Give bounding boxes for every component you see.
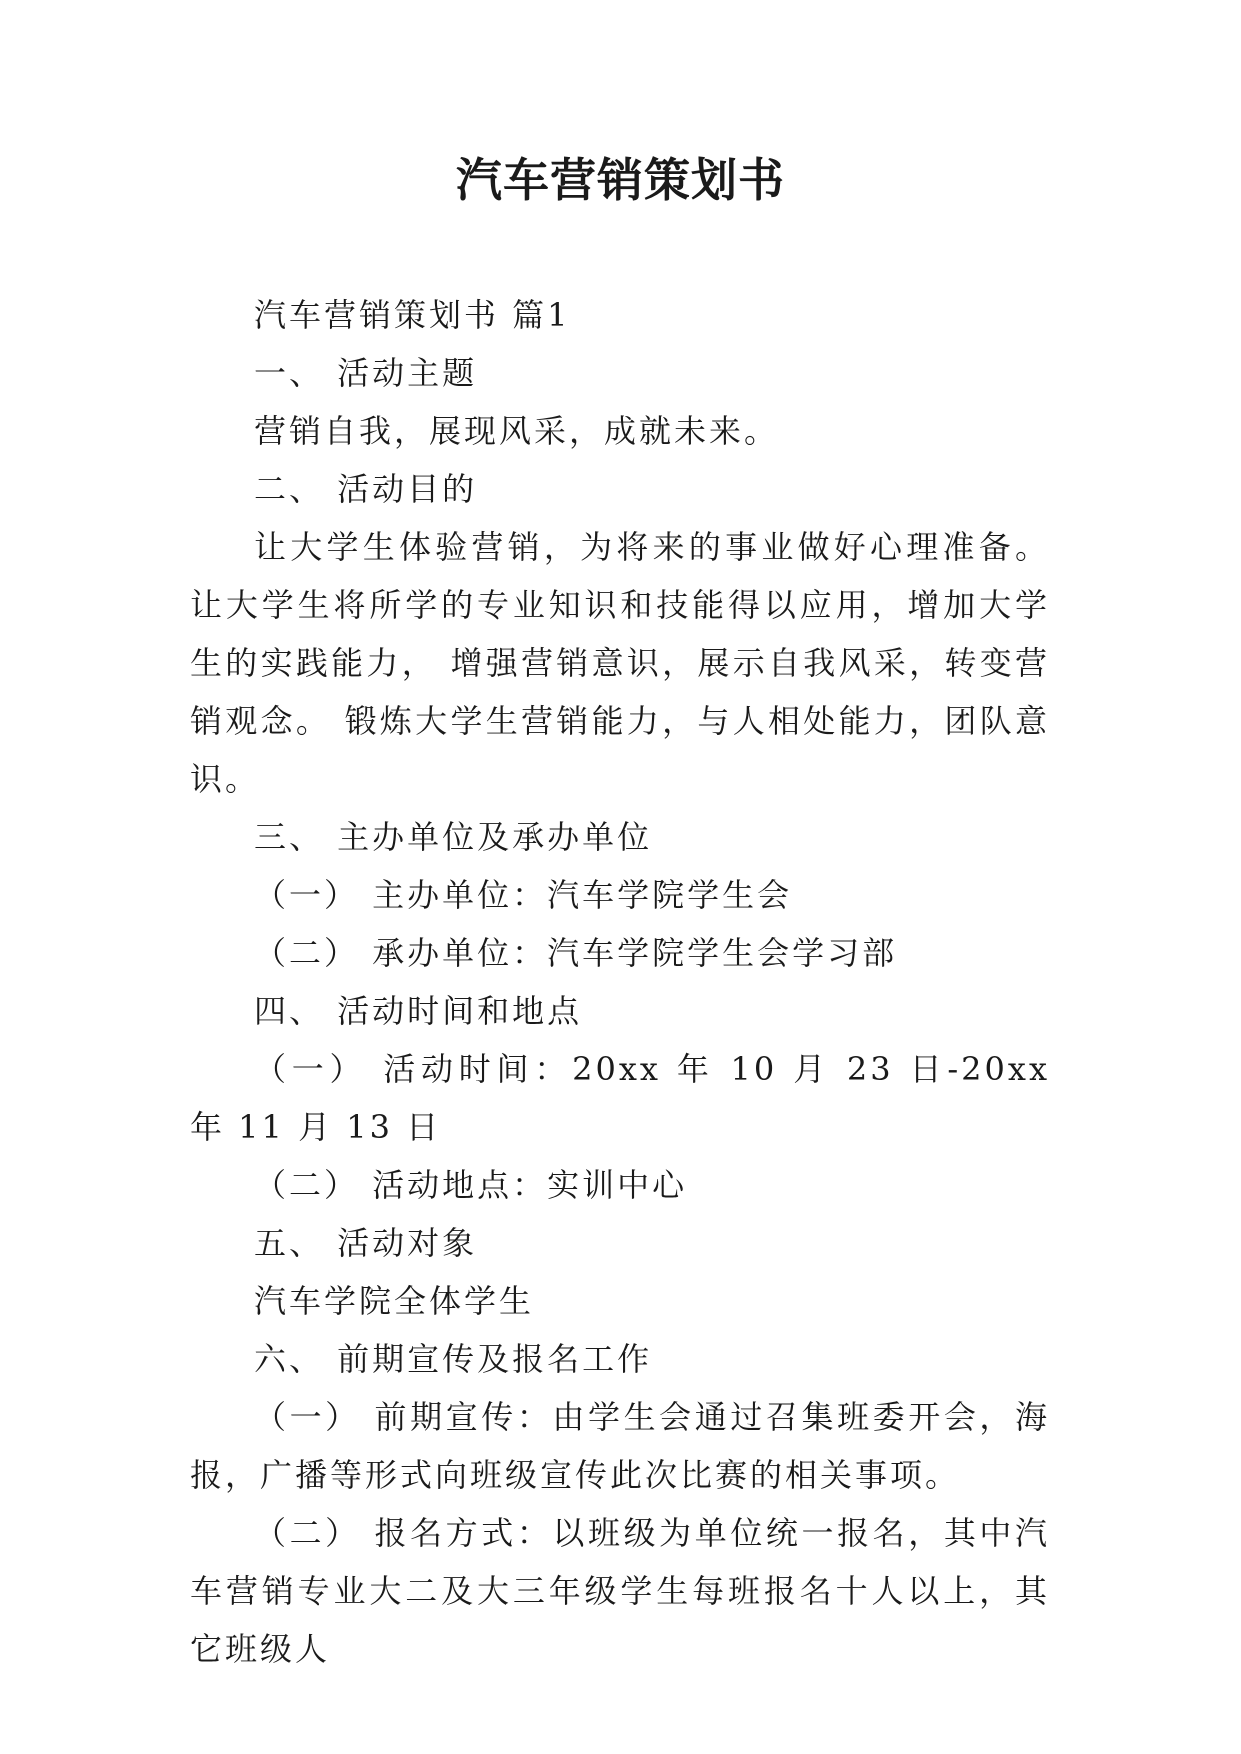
- paragraph: 六、 前期宣传及报名工作: [254, 1340, 653, 1378]
- paragraph: 汽车学院全体学生: [254, 1282, 535, 1320]
- paragraph: （二） 报名方式：以班级为单位统一报名，其中汽车营销专业大二及大三年级学生每班报名十人以上，其它班级人: [190, 1514, 1050, 1668]
- paragraph: 让大学生体验营销，为将来的事业做好心理准备。让大学生将所学的专业知识和技能得以应用，增加大学生的实践能力， 增强营销意识，展示自我风采，转变营销观念。 锻炼大学生营销能力，与人相处能力，团队意识。: [190, 528, 1050, 798]
- paragraph: 汽车营销策划书 篇1: [254, 296, 571, 334]
- paragraph: 五、 活动对象: [254, 1224, 478, 1262]
- paragraph: 营销自我，展现风采，成就未来。: [254, 412, 780, 450]
- paragraph: 三、 主办单位及承办单位: [254, 818, 653, 856]
- paragraph: 二、 活动目的: [254, 470, 478, 508]
- paragraph: （二） 承办单位：汽车学院学生会学习部: [254, 934, 898, 972]
- document-title: 汽车营销策划书: [456, 153, 785, 207]
- paragraph: 四、 活动时间和地点: [254, 992, 583, 1030]
- paragraph: （一） 主办单位：汽车学院学生会: [254, 876, 793, 914]
- paragraph: （二） 活动地点：实训中心: [254, 1166, 688, 1204]
- paragraph: （一） 活动时间：20xx 年 10 月 23 日-20xx 年 11 月 13 日: [190, 1050, 1050, 1146]
- document-body: [190, 286, 1050, 1678]
- paragraph: （一） 前期宣传：由学生会通过召集班委开会，海报，广播等形式向班级宣传此次比赛的相关事项。: [190, 1398, 1050, 1494]
- paragraph: 一、 活动主题: [254, 354, 478, 392]
